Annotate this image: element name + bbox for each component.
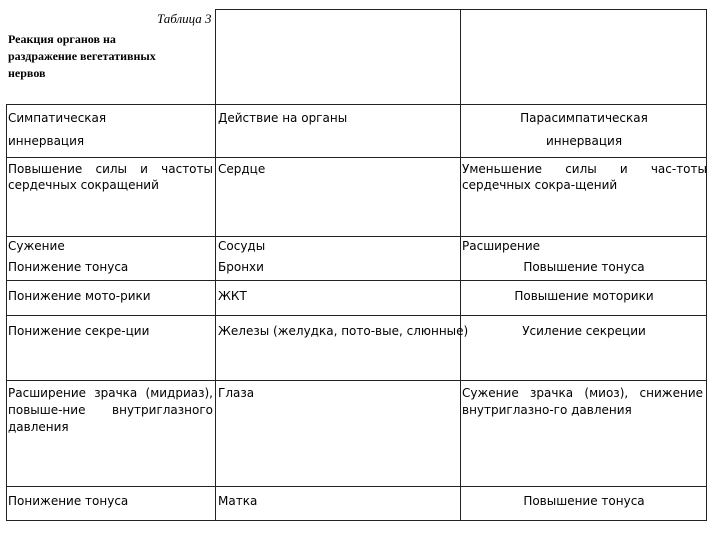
uterus-organ: Матка (218, 494, 258, 508)
glands-sympathetic: Понижение секре-ции (8, 324, 150, 338)
header-sympathetic-line-1: Симпатическая (8, 111, 107, 125)
table-caption: Таблица 3 (157, 11, 212, 26)
gi-organ: ЖКТ (218, 289, 247, 303)
vessels-parasympathetic: Расширение (462, 239, 540, 253)
eyes-sympathetic-line-3: давления (8, 420, 69, 434)
table-title-line-3: нервов (8, 66, 46, 80)
header-parasympathetic-line-2: иннервация (545, 134, 623, 148)
eyes-organ: Глаза (218, 386, 255, 400)
row-line-eyes (6, 380, 707, 381)
row-line-gi (6, 280, 707, 281)
gi-parasympathetic: Повышение моторики (514, 289, 654, 303)
heart-sympathetic-line-2: сердечных сокращений (8, 178, 159, 192)
row-line-header (6, 104, 707, 105)
row-line-heart (6, 157, 707, 158)
bronchi-sympathetic: Понижение тонуса (8, 260, 129, 274)
row-line-uterus (6, 486, 707, 487)
gi-sympathetic: Понижение мото-рики (8, 289, 151, 303)
header-action: Действие на органы (218, 111, 348, 125)
eyes-sympathetic-line-1: Расширение зрачка (мидриаз), (8, 386, 213, 400)
table-border-left (6, 104, 7, 521)
heart-parasympathetic-line-2: сердечных сокра-щений (462, 178, 618, 192)
table-border-bottom (6, 520, 707, 521)
glands-organ: Железы (желудка, пото-вые, слюнные) (218, 324, 469, 338)
table-border-right (706, 9, 707, 521)
heart-sympathetic-line-1: Повышение силы и частоты (8, 162, 213, 176)
vessels-sympathetic: Сужение (8, 239, 65, 253)
table-border-top (215, 9, 707, 10)
row-line-glands (6, 315, 707, 316)
vessels-organ: Сосуды (218, 239, 266, 253)
header-parasympathetic-line-1: Парасимпатическая (520, 111, 648, 125)
header-sympathetic-line-2: иннервация (8, 134, 85, 148)
heart-organ: Сердце (218, 162, 266, 176)
uterus-sympathetic: Понижение тонуса (8, 494, 129, 508)
eyes-parasympathetic-line-2: внутриглазно-го давления (462, 403, 632, 417)
column-divider-para (460, 9, 461, 521)
eyes-sympathetic-line-2: повыше-ние внутриглазного (8, 403, 213, 417)
uterus-parasympathetic: Повышение тонуса (523, 494, 645, 508)
heart-parasympathetic-line-1: Уменьшение силы и час-тоты (462, 162, 707, 176)
glands-parasympathetic: Усиление секреции (522, 324, 646, 338)
table-title-line-1: Реакция органов на (8, 32, 116, 46)
table-title-line-2: раздражение вегетативных (8, 49, 156, 63)
eyes-parasympathetic-line-1: Сужение зрачка (миоз), снижение (462, 386, 703, 400)
bronchi-parasympathetic: Повышение тонуса (523, 260, 645, 274)
row-line-vessels (6, 236, 707, 237)
column-divider-organ (215, 9, 216, 521)
bronchi-organ: Бронхи (218, 260, 264, 274)
